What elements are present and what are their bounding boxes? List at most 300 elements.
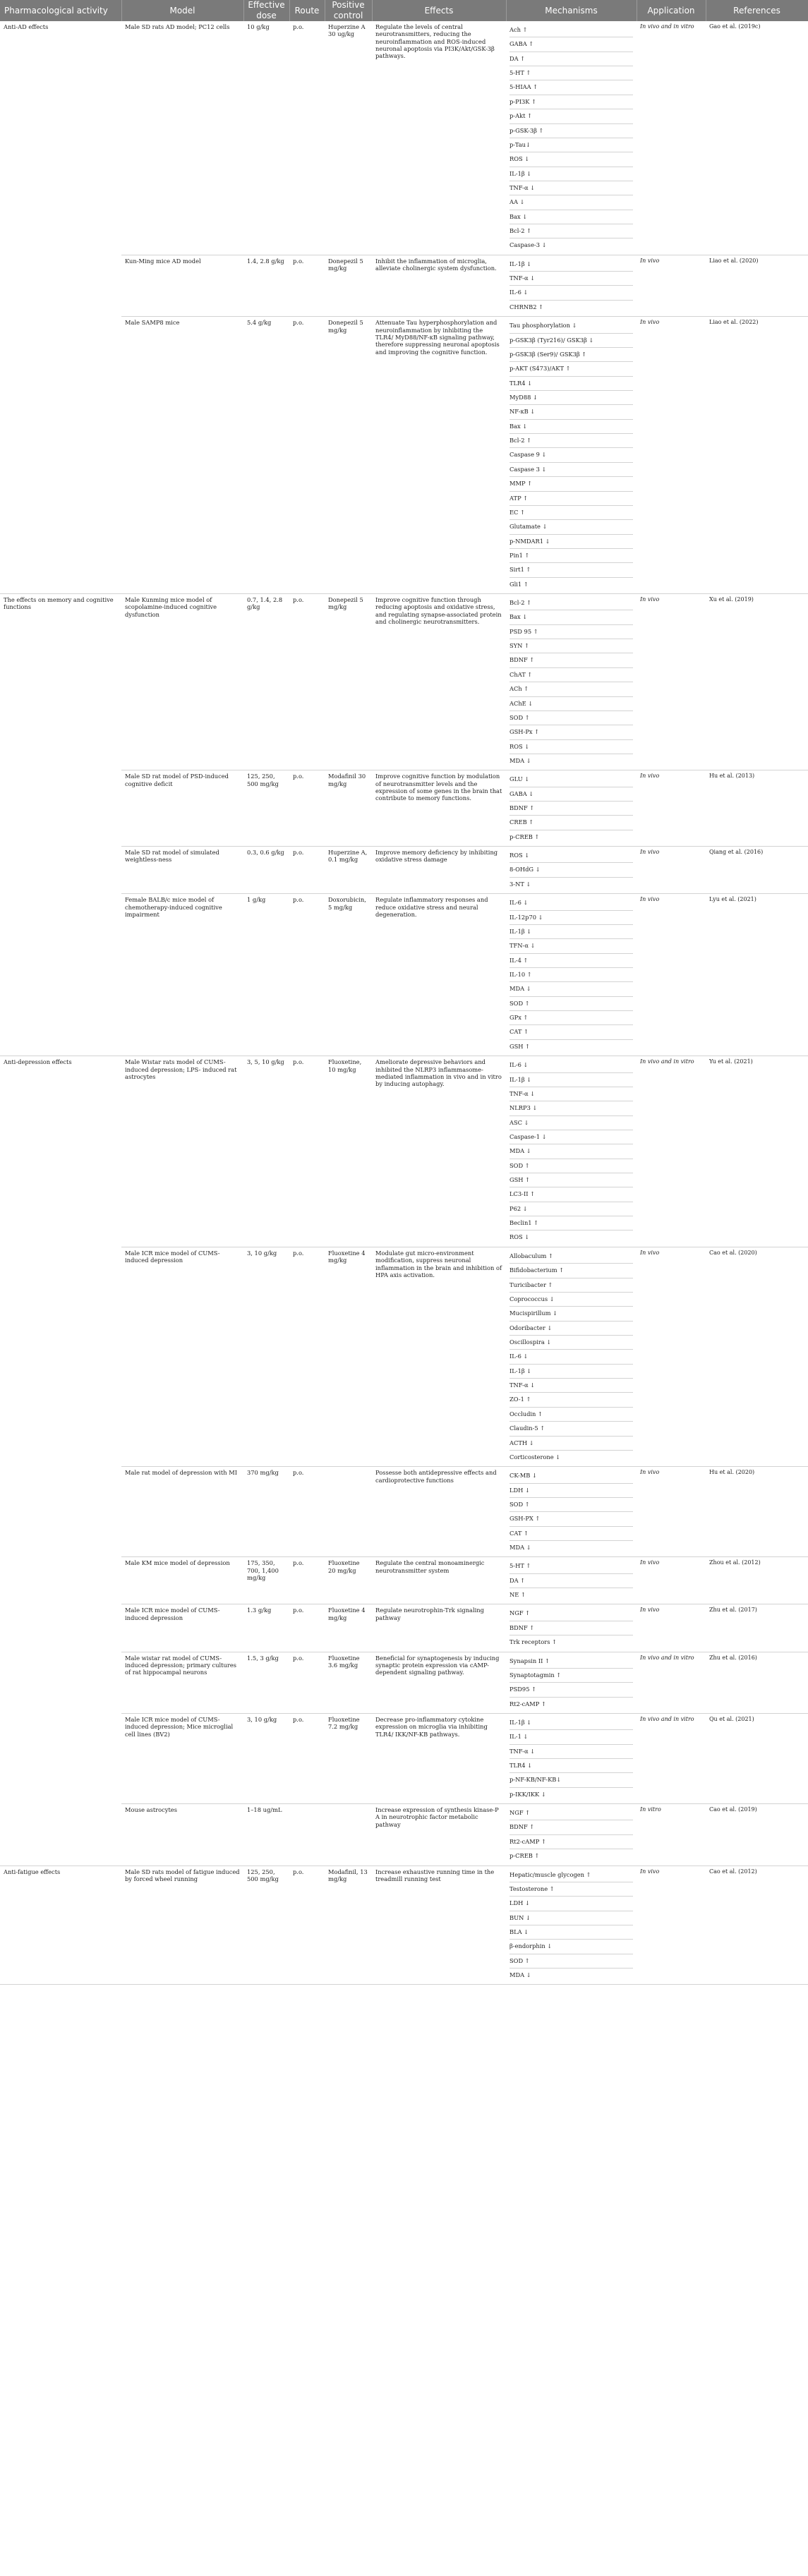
mechanism-item: NE ↑ (509, 1591, 526, 1599)
application-cell (637, 1866, 706, 1985)
control-cell: Modafinil 30 mg/kg (325, 770, 372, 847)
table-row (0, 255, 808, 316)
mechanism-item: SOD ↑ (509, 1159, 633, 1173)
mechanism-item: ROS ↓ (509, 1233, 530, 1241)
dose-cell: 1–18 ug/mL (243, 1804, 289, 1866)
mechanisms-cell (506, 894, 637, 1056)
mechanism-item: Pin1 ↑ (509, 549, 633, 563)
mechanism-item: Tau phosphorylation ↓ (509, 319, 633, 333)
mechanism-item: SYN ↑ (509, 639, 633, 653)
dose-cell: 1.3 g/kg (243, 1604, 289, 1652)
mechanism-item: IL-10 ↑ (509, 968, 633, 982)
mechanism-item: MMP ↑ (509, 477, 633, 491)
application-text: In vitro (640, 1806, 661, 1813)
reference-cell: Gao et al. (2019c) (706, 21, 808, 255)
mechanism-item: p-Akt ↑ (509, 109, 633, 123)
mechanism-item: CREB ↑ (509, 816, 633, 830)
mechanism-item: SOD ↑ (509, 1498, 633, 1512)
mechanism-item: p-AKT (S473)/AKT ↑ (509, 362, 633, 376)
header-effects: Effects (372, 0, 506, 21)
header-dose: Effective dose (243, 0, 289, 21)
control-cell: Fluoxetine 4 mg/kg (325, 1247, 372, 1466)
mechanism-item: Bcl-2 ↑ (509, 596, 633, 610)
control-cell: Fluoxetine 3.6 mg/kg (325, 1652, 372, 1713)
mechanism-item: Turicibacter ↑ (509, 1278, 633, 1293)
application-text: In vivo (640, 849, 660, 856)
activity-cell: The effects on memory and cognitive functions (0, 594, 121, 1056)
effects-cell: Decrease pro-inflammatory cytokine expression on microglia via inhibiting TLR4/ IKK/NF-KB pathways. (372, 1713, 506, 1803)
control-cell (325, 1804, 372, 1866)
mechanism-item: IL-1β ↓ (509, 167, 633, 181)
mechanism-item: 8-OHdG ↓ (509, 863, 633, 877)
application-text: In vivo and in vitro (640, 23, 694, 30)
mechanisms-cell (506, 21, 637, 255)
mechanism-item: Mucispirillum ↓ (509, 1307, 633, 1321)
effects-cell: Inhibit the inflammation of microglia, alleviate cholinergic system dysfunction. (372, 255, 506, 316)
application-cell (637, 1247, 706, 1466)
mechanism-item: TLR4 ↓ (509, 377, 633, 391)
mechanism-item: Coprococcus ↓ (509, 1293, 633, 1307)
model-cell: Male SD rat model of PSD-induced cognitive deficit (121, 770, 243, 847)
mechanism-item: ATP ↑ (509, 492, 633, 506)
dose-cell: 0.7, 1.4, 2.8 g/kg (243, 594, 289, 770)
model-cell: Male ICR mice model of CUMS-induced depression (121, 1247, 243, 1466)
model-cell: Male Kunming mice model of scopolamine-induced cognitive dysfunction (121, 594, 243, 770)
control-cell: Modafinil, 13 mg/kg (325, 1866, 372, 1985)
mechanism-item: TNF-α ↓ (509, 272, 633, 286)
mechanism-item: TNF-α ↓ (509, 1087, 633, 1101)
header-row (0, 0, 808, 21)
route-cell: p.o. (289, 594, 325, 770)
dose-cell: 5.4 g/kg (243, 317, 289, 594)
mechanism-item: SOD ↑ (509, 711, 633, 725)
mechanism-item: PSD 95 ↑ (509, 625, 633, 639)
table-row (0, 21, 808, 255)
application-cell (637, 770, 706, 847)
mechanism-item: Bcl-2 ↑ (509, 224, 633, 238)
route-cell: p.o. (289, 1713, 325, 1803)
mechanism-item: SOD ↑ (509, 997, 633, 1011)
mechanism-item: TNF-α ↓ (509, 1379, 633, 1393)
route-cell: p.o. (289, 1604, 325, 1652)
table-row (0, 1467, 808, 1557)
mechanism-item: Glutamate ↓ (509, 520, 633, 534)
mechanism-item: Odoribacter ↓ (509, 1322, 633, 1336)
table-row (0, 1866, 808, 1985)
mechanism-item: Oscillospira ↓ (509, 1336, 633, 1350)
mechanism-item: Allobaculum ↑ (509, 1250, 633, 1264)
mechanism-item: Rt2-cAMP ↑ (509, 1700, 546, 1707)
mechanism-item: CAT ↑ (509, 1025, 633, 1039)
effects-cell: Increase expression of synthesis kinase-P A in neurotrophic factor metabolic pathway (372, 1804, 506, 1866)
table-row (0, 1247, 808, 1466)
dose-cell: 1 g/kg (243, 894, 289, 1056)
mechanism-item: Bifidobacterium ↑ (509, 1264, 633, 1278)
mechanism-item: TNF-α ↓ (509, 1745, 633, 1759)
mechanism-item: ACTH ↓ (509, 1437, 633, 1451)
mechanism-item: IL-1β ↓ (509, 1716, 633, 1730)
mechanism-item: IL-1 ↓ (509, 1730, 633, 1744)
activity-cell: Anti-AD effects (0, 21, 121, 594)
mechanism-item: LDH ↓ (509, 1897, 633, 1911)
model-cell: Female BALB/c mice model of chemotherapy-induced cognitive impairment (121, 894, 243, 1056)
mechanism-item: Corticosterone ↓ (509, 1453, 561, 1461)
route-cell (289, 1804, 325, 1866)
table-row (0, 894, 808, 1056)
reference-cell: Cao et al. (2012) (706, 1866, 808, 1985)
mechanism-item: IL-6 ↓ (509, 1058, 633, 1072)
mechanism-item: ACh ↑ (509, 682, 633, 696)
mechanism-item: GSH-Px ↑ (509, 725, 633, 739)
table-row (0, 594, 808, 770)
effects-cell: Beneficial for synaptogenesis by inducing synaptic protein expression via cAMP-dependent signaling pathway. (372, 1652, 506, 1713)
route-cell: p.o. (289, 21, 325, 255)
model-cell: Male SAMP8 mice (121, 317, 243, 594)
mechanism-item: Bax ↓ (509, 420, 633, 434)
mechanism-item: GSH ↑ (509, 1173, 633, 1187)
mechanism-item: MDA ↓ (509, 756, 531, 764)
control-cell: Donepezil 5 mg/kg (325, 255, 372, 316)
control-cell: Fluoxetine 20 mg/kg (325, 1557, 372, 1604)
application-text: In vivo (640, 773, 660, 780)
control-cell: Donepezil 5 mg/kg (325, 594, 372, 770)
mechanism-item: MyD88 ↓ (509, 391, 633, 405)
application-cell (637, 594, 706, 770)
mechanism-item: Bax ↓ (509, 610, 633, 624)
mechanism-item: 3-NT ↓ (509, 880, 531, 888)
mechanism-item: Caspase-1 ↓ (509, 1130, 633, 1144)
mechanism-item: Synapsin II ↑ (509, 1655, 633, 1669)
header-mechanisms: Mechanisms (506, 0, 637, 21)
effects-cell: Increase exhaustive running time in the treadmill running test (372, 1866, 506, 1985)
mechanism-item: GSH-PX ↑ (509, 1512, 633, 1526)
mechanism-item: EC ↑ (509, 506, 633, 520)
mechanism-item: LDH ↓ (509, 1484, 633, 1498)
mechanism-item: MDA ↓ (509, 1971, 531, 1979)
mechanism-item: BLA ↓ (509, 1925, 633, 1940)
mechanisms-cell (506, 1604, 637, 1652)
header-model: Model (121, 0, 243, 21)
effects-cell: Improve cognitive function by modulation of neurotransmitter levels and the expression of some genes in the brain that contribute to memory functions. (372, 770, 506, 847)
header-control: Positive control (325, 0, 372, 21)
mechanism-item: Rt2-cAMP ↑ (509, 1835, 633, 1849)
mechanism-item: ChAT ↑ (509, 668, 633, 682)
application-cell (637, 1804, 706, 1866)
mechanism-item: IL-1β ↓ (509, 1073, 633, 1087)
mechanism-item: ROS ↓ (509, 740, 633, 754)
control-cell: Fluoxetine, 10 mg/kg (325, 1056, 372, 1247)
reference-cell: Xu et al. (2019) (706, 594, 808, 770)
table-row (0, 1056, 808, 1247)
effects-cell: Possesse both antidepressive effects and cardioprotective functions (372, 1467, 506, 1557)
control-cell: Fluoxetine 4 mg/kg (325, 1604, 372, 1652)
dose-cell: 175, 350, 700, 1,400 mg/kg (243, 1557, 289, 1604)
table-row (0, 1557, 808, 1604)
mechanism-item: MDA ↓ (509, 982, 633, 996)
mechanism-item: Trk receptors ↑ (509, 1638, 557, 1646)
mechanisms-cell (506, 1557, 637, 1604)
model-cell: Male ICR mice model of CUMS-induced depression; Mice microglial cell lines (BV2) (121, 1713, 243, 1803)
mechanism-item: Caspase 3 ↓ (509, 463, 633, 477)
route-cell: p.o. (289, 1866, 325, 1985)
route-cell: p.o. (289, 894, 325, 1056)
mechanism-item: Bax ↓ (509, 210, 633, 224)
route-cell: p.o. (289, 770, 325, 847)
model-cell: Male SD rat model of simulated weightless-ness (121, 847, 243, 894)
table-row (0, 1652, 808, 1713)
mechanisms-cell (506, 594, 637, 770)
reference-cell: Cao et al. (2020) (706, 1247, 808, 1466)
mechanism-item: p-CREB ↑ (509, 1852, 540, 1860)
reference-cell: Qiang et al. (2016) (706, 847, 808, 894)
mechanism-item: Sirt1 ↑ (509, 563, 633, 577)
mechanism-item: GSH ↑ (509, 1042, 531, 1050)
application-text: In vivo (640, 1607, 660, 1614)
mechanisms-cell (506, 1467, 637, 1557)
mechanism-item: Gli1 ↑ (509, 580, 529, 588)
application-text: In vivo (640, 319, 660, 326)
route-cell: p.o. (289, 1467, 325, 1557)
route-cell: p.o. (289, 1056, 325, 1247)
mechanisms-cell (506, 1247, 637, 1466)
mechanism-item: p-IKK/IKK ↓ (509, 1790, 546, 1798)
mechanism-item: p-PI3K ↑ (509, 95, 633, 109)
mechanism-item: Caspase-3 ↓ (509, 241, 547, 249)
mechanism-item: p-CREB ↑ (509, 833, 540, 840)
mechanism-item: GPx ↑ (509, 1011, 633, 1025)
mechanism-item: 5-HT ↑ (509, 1559, 633, 1573)
mechanism-item: P62 ↓ (509, 1202, 633, 1216)
mechanisms-cell (506, 1804, 637, 1866)
application-cell (637, 1652, 706, 1713)
route-cell: p.o. (289, 317, 325, 594)
mechanism-item: 5-HT ↑ (509, 66, 633, 80)
dose-cell: 10 g/kg (243, 21, 289, 255)
mechanism-item: ROS ↓ (509, 152, 633, 167)
effects-cell: Regulate inflammatory responses and reduce oxidative stress and neural degeneration. (372, 894, 506, 1056)
mechanism-item: BDNF ↑ (509, 653, 633, 667)
mechanism-item: NGF ↑ (509, 1806, 633, 1820)
route-cell: p.o. (289, 1557, 325, 1604)
mechanism-item: BDNF ↑ (509, 1820, 633, 1834)
application-text: In vivo (640, 1559, 660, 1566)
route-cell: p.o. (289, 847, 325, 894)
mechanism-item: Synaptotagmin ↑ (509, 1669, 633, 1683)
application-text: In vivo (640, 1868, 660, 1875)
control-cell: Donepezil 5 mg/kg (325, 317, 372, 594)
model-cell: Male rat model of depression with MI (121, 1467, 243, 1557)
model-cell: Male ICR mice model of CUMS-induced depression (121, 1604, 243, 1652)
model-cell: Male SD rats AD model; PC12 cells (121, 21, 243, 255)
application-text: In vivo and in vitro (640, 1715, 694, 1722)
effects-cell: Improve memory deficiency by inhibiting oxidative stress damage (372, 847, 506, 894)
mechanism-item: IL-4 ↑ (509, 954, 633, 968)
mechanism-item: DA ↑ (509, 1574, 633, 1588)
header-application: Application (637, 0, 706, 21)
effects-cell: Modulate gut micro-environment modification, suppress neuronal inflammation in the brain and inhibition of HPA axis activation. (372, 1247, 506, 1466)
reference-cell: Zhu et al. (2017) (706, 1604, 808, 1652)
mechanism-item: 5-HIAA ↑ (509, 80, 633, 95)
dose-cell: 125, 250, 500 mg/kg (243, 770, 289, 847)
application-cell (637, 1467, 706, 1557)
model-cell: Male wistar rat model of CUMS-induced depression; primary cultures of rat hippocampal neurons (121, 1652, 243, 1713)
mechanism-item: p-Tau↓ (509, 138, 633, 152)
mechanisms-cell (506, 317, 637, 594)
mechanism-item: Claudin-5 ↑ (509, 1422, 633, 1436)
reference-cell: Liao et al. (2020) (706, 255, 808, 316)
mechanism-item: p-GSK-3β ↑ (509, 124, 633, 138)
mechanism-item: Ach ↑ (509, 23, 633, 37)
mechanism-item: GABA ↑ (509, 37, 633, 52)
mechanism-item: CAT ↑ (509, 1527, 633, 1541)
model-cell: Male KM mice model of depression (121, 1557, 243, 1604)
application-text: In vivo and in vitro (640, 1654, 694, 1661)
mechanism-item: IL-12p70 ↓ (509, 911, 633, 925)
reference-cell: Hu et al. (2013) (706, 770, 808, 847)
mechanism-item: TLR4 ↓ (509, 1759, 633, 1773)
control-cell (325, 1467, 372, 1557)
reference-cell: Qu et al. (2021) (706, 1713, 808, 1803)
route-cell: p.o. (289, 1652, 325, 1713)
mechanism-item: IL-6 ↓ (509, 896, 633, 910)
dose-cell: 370 mg/kg (243, 1467, 289, 1557)
table-row (0, 847, 808, 894)
application-cell (637, 255, 706, 316)
effects-cell: Improve cognitive function through reducing apoptosis and oxidative stress, and regulating synapse-associated protein and cholinergic neurotransmitters. (372, 594, 506, 770)
table-row (0, 770, 808, 847)
table-row (0, 1713, 808, 1803)
control-cell: Huperzine A 30 ug/kg (325, 21, 372, 255)
mechanism-item: ZO-1 ↑ (509, 1393, 633, 1407)
mechanism-item: PSD95 ↑ (509, 1683, 633, 1697)
header-route: Route (289, 0, 325, 21)
mechanism-item: p-NF-KB/NF-KB↓ (509, 1773, 633, 1787)
application-text: In vivo (640, 1249, 660, 1256)
reference-cell: Cao et al. (2019) (706, 1804, 808, 1866)
application-text: In vivo (640, 257, 660, 264)
mechanism-item: Occludin ↑ (509, 1408, 633, 1422)
application-cell (637, 894, 706, 1056)
mechanism-item: IL-1β ↓ (509, 258, 633, 272)
mechanism-item: GABA ↓ (509, 787, 633, 802)
mechanism-item: MDA ↓ (509, 1544, 531, 1552)
reference-cell: Yu et al. (2021) (706, 1056, 808, 1247)
table-row (0, 317, 808, 594)
mechanism-item: IL-1β ↓ (509, 1365, 633, 1379)
mechanisms-cell (506, 1866, 637, 1985)
mechanisms-cell (506, 1713, 637, 1803)
application-cell (637, 847, 706, 894)
mechanism-item: DA ↑ (509, 52, 633, 66)
dose-cell: 1.5, 3 g/kg (243, 1652, 289, 1713)
mechanism-item: ASC ↓ (509, 1116, 633, 1130)
effects-cell: Attenuate Tau hyperphosphorylation and neuroinflammation by inhibiting the TLR4/ MyD88/NF-κB signaling pathway, therefore suppressing neuronal apoptosis and improving the cognitive function. (372, 317, 506, 594)
mechanism-item: NGF ↑ (509, 1607, 633, 1621)
model-cell: Male Wistar rats model of CUMS-induced depression; LPS- induced rat astrocytes (121, 1056, 243, 1247)
table-row (0, 1804, 808, 1866)
mechanisms-cell (506, 1652, 637, 1713)
mechanism-item: TNF-α ↓ (509, 181, 633, 195)
dose-cell: 3, 5, 10 g/kg (243, 1056, 289, 1247)
control-cell: Fluoxetine 7.2 mg/kg (325, 1713, 372, 1803)
mechanism-item: Bcl-2 ↑ (509, 434, 633, 448)
mechanism-item: BDNF ↑ (509, 802, 633, 816)
application-text: In vivo and in vitro (640, 1058, 694, 1065)
route-cell: p.o. (289, 1247, 325, 1466)
mechanism-item: NLRP3 ↓ (509, 1101, 633, 1115)
mechanisms-cell (506, 770, 637, 847)
model-cell: Mouse astrocytes (121, 1804, 243, 1866)
effects-cell: Regulate the levels of central neurotransmitters, reducing the neuroinflammation and ROS-induced neuronal apoptosis via PI3K/Akt/GSK-3β pathways. (372, 21, 506, 255)
mechanism-item: SOD ↑ (509, 1954, 633, 1969)
mechanism-item: Testosterone ↑ (509, 1882, 633, 1897)
mechanism-item: IL-6 ↓ (509, 286, 633, 300)
mechanism-item: β-endorphin ↓ (509, 1940, 633, 1954)
mechanism-item: GLU ↓ (509, 773, 633, 787)
dose-cell: 3, 10 g/kg (243, 1247, 289, 1466)
mechanisms-cell (506, 255, 637, 316)
reference-cell: Zhou et al. (2012) (706, 1557, 808, 1604)
application-text: In vivo (640, 896, 660, 903)
mechanism-item: AA ↓ (509, 195, 633, 210)
dose-cell: 3, 10 g/kg (243, 1713, 289, 1803)
mechanism-item: p-GSK3β (Ser9)/ GSK3β ↑ (509, 348, 633, 362)
reference-cell: Hu et al. (2020) (706, 1467, 808, 1557)
header-activity: Pharmacological activity (0, 0, 121, 21)
reference-cell: Lyu et al. (2021) (706, 894, 808, 1056)
application-cell (637, 1713, 706, 1803)
mechanism-item: IL-6 ↓ (509, 1350, 633, 1364)
mechanisms-cell (506, 1056, 637, 1247)
mechanism-item: p-GSK3β (Tyr216)/ GSK3β ↓ (509, 334, 633, 348)
mechanism-item: Beclin1 ↑ (509, 1216, 633, 1230)
mechanism-item: CK-MB ↓ (509, 1469, 633, 1483)
activity-cell: Anti-fatigue effects (0, 1866, 121, 1985)
mechanism-item: BDNF ↑ (509, 1621, 633, 1635)
application-cell (637, 1604, 706, 1652)
effects-cell: Regulate neurotrophin-Trk signaling pathway (372, 1604, 506, 1652)
model-cell: Kun-Ming mice AD model (121, 255, 243, 316)
control-cell: Doxorubicin, 5 mg/kg (325, 894, 372, 1056)
mechanism-item: AChE ↓ (509, 697, 633, 711)
route-cell: p.o. (289, 255, 325, 316)
mechanism-item: ROS ↓ (509, 849, 633, 863)
mechanism-item: IL-1β ↓ (509, 925, 633, 939)
dose-cell: 1.4, 2.8 g/kg (243, 255, 289, 316)
header-references: References (706, 0, 808, 21)
reference-cell: Zhu et al. (2016) (706, 1652, 808, 1713)
mechanism-item: Caspase 9 ↓ (509, 448, 633, 462)
dose-cell: 0.3, 0.6 g/kg (243, 847, 289, 894)
mechanism-item: MDA ↓ (509, 1144, 633, 1159)
mechanism-item: p-NMDAR1 ↓ (509, 535, 633, 549)
application-cell (637, 21, 706, 255)
application-text: In vivo (640, 596, 660, 603)
control-cell: Huperzine A, 0.1 mg/kg (325, 847, 372, 894)
activity-cell: Anti-depression effects (0, 1056, 121, 1866)
table-row (0, 1604, 808, 1652)
mechanism-item: LC3-II ↑ (509, 1187, 633, 1202)
mechanism-item: BUN ↓ (509, 1911, 633, 1925)
mechanism-item: TFN-α ↓ (509, 939, 633, 953)
application-cell (637, 1056, 706, 1247)
effects-cell: Ameliorate depressive behaviors and inhibited the NLRP3 inflammasome-mediated inflammation in vivo and in vitro by inducing autophagy. (372, 1056, 506, 1247)
table-body (0, 21, 808, 1985)
mechanism-item: CHRNB2 ↑ (509, 303, 544, 310)
mechanism-item: Hepatic/muscle glycogen ↑ (509, 1868, 633, 1882)
dose-cell: 125, 250, 500 mg/kg (243, 1866, 289, 1985)
model-cell: Male SD rats model of fatigue induced by forced wheel running (121, 1866, 243, 1985)
